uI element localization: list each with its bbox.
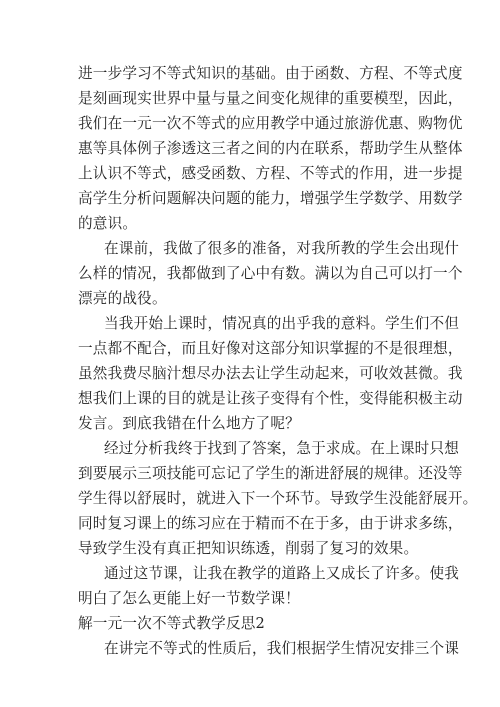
text-line: 我们在一元一次不等式的应用教学中通过旅游优惠、购物优 — [78, 115, 463, 132]
text-line: 在课前，我做了很多的准备，对我所教的学生会出现什 — [104, 240, 460, 257]
text-line: 明白了怎么更能上好一节数学课！ — [78, 590, 300, 607]
text-line: 在讲完不等式的性质后，我们根据学生情况安排三个课 — [104, 640, 460, 657]
text-line: 导致学生没有真正把知识练透，削弱了复习的效果。 — [78, 540, 419, 557]
text-line: 么样的情况，我都做到了心中有数。满以为自己可以打一个 — [78, 265, 463, 282]
text-line: 学生得以舒展时，就进入下一个环节。导致学生没能舒展开。 — [78, 490, 478, 507]
text-line: 是刻画现实世界中量与量之间变化规律的重要模型，因此， — [78, 90, 463, 107]
text-line: 惠等具体例子渗透这三者之间的内在联系，帮助学生从整体 — [78, 140, 463, 157]
section-heading: 解一元一次不等式教学反思2 — [78, 615, 266, 632]
text-line: 发言。到底我错在什么地方了呢？ — [78, 415, 300, 432]
text-line: 漂亮的战役。 — [78, 290, 167, 307]
text-line: 一点都不配合，而且好像对这部分知识掌握的不是很理想， — [78, 340, 463, 357]
text-line: 的意识。 — [78, 215, 138, 232]
text-line: 虽然我费尽脑汁想尽办法去让学生动起来，可收效甚微。我 — [78, 365, 463, 382]
text-line: 经过分析我终于找到了答案，急于求成。在上课时只想 — [104, 440, 460, 457]
text-line: 上认识不等式，感受函数、方程、不等式的作用，进一步提 — [78, 165, 463, 182]
text-line: 进一步学习不等式知识的基础。由于函数、方程、不等式度 — [78, 65, 463, 82]
text-line: 想我们上课的目的就是让孩子变得有个性，变得能积极主动 — [78, 390, 463, 407]
text-line: 同时复习课上的练习应在于精而不在于多，由于讲求多练， — [78, 515, 463, 532]
text-line: 高学生分析问题解决问题的能力，增强学生学数学、用数学 — [78, 190, 463, 207]
text-line: 当我开始上课时，情况真的出乎我的意料。学生们不但 — [104, 315, 460, 332]
text-line: 到要展示三项技能可忘记了学生的渐进舒展的规律。还没等 — [78, 465, 463, 482]
text-line: 通过这节课，让我在教学的道路上又成长了许多。使我 — [104, 565, 460, 582]
